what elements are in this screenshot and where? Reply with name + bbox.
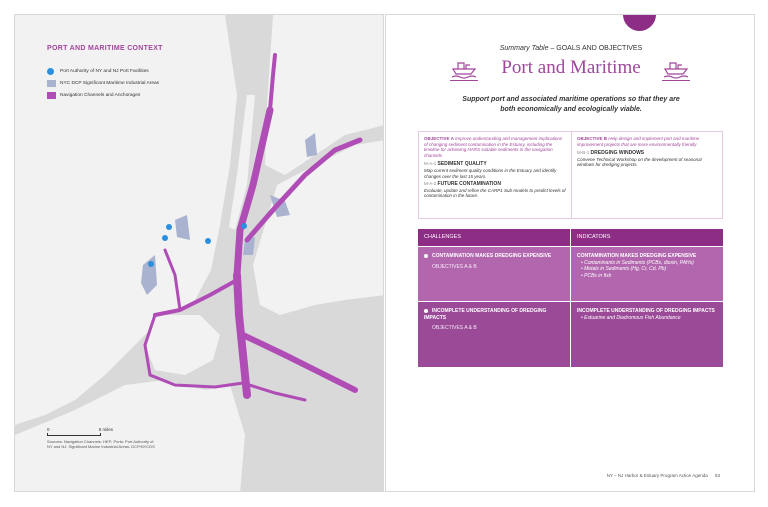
scale-labels	[47, 427, 113, 432]
column-header: CHALLENGES	[418, 229, 570, 246]
port-facility	[162, 235, 168, 241]
staten-island	[145, 315, 220, 375]
indicator-item: • Contaminants in Sediments (PCBs, dioxin, PAHs)	[581, 259, 694, 266]
port-facility	[166, 224, 172, 230]
scale-end: 5 miles	[98, 427, 114, 432]
map-title: PORT AND MARITIME CONTEXT	[47, 45, 163, 52]
indicator-title: INCOMPLETE UNDERSTANDING OF DREDGING IMPACTS	[577, 308, 715, 314]
port-facility	[148, 261, 154, 267]
indicator-item: • Estuarine and Diadromous Fish Abundance	[581, 314, 681, 321]
objectives-box	[418, 131, 723, 219]
challenge-cell	[418, 247, 570, 301]
action-item	[577, 150, 719, 168]
action-title: SEDIMENT QUALITY	[437, 161, 487, 168]
gray-swatch-icon	[47, 80, 56, 87]
action-title: DREDGING WINDOWS	[590, 150, 645, 157]
purple-swatch-icon	[47, 92, 56, 99]
indicator-text: Metals in Sediments (Hg, Cr, Cd, Pb)	[584, 266, 667, 272]
legend-item-channels	[47, 89, 159, 101]
challenge-title: CONTAMINATION MAKES DREDGING EXPENSIVE	[432, 253, 552, 259]
indicator-text: Estuarine and Diadromous Fish Abundance	[584, 314, 681, 321]
title-rule-left	[450, 80, 478, 81]
title-rule-right	[662, 80, 690, 81]
section-tab	[623, 14, 656, 31]
scale-start: 0	[47, 427, 50, 432]
objective-heading: OBJECTIVE A	[424, 136, 454, 141]
legend-label: NYC DCP Significant Maritime Industrial Areas	[60, 80, 160, 86]
challenge-cell	[418, 302, 570, 367]
summary-prefix: Summary Table	[499, 45, 549, 52]
objective-a	[424, 136, 566, 199]
indicator-title: CONTAMINATION MAKES DREDGING EXPENSIVE	[577, 253, 697, 259]
map-page	[14, 14, 384, 492]
action-code: M-A-1	[424, 161, 437, 167]
indicator-item: • Metals in Sediments (Hg, Cr, Cd, Pb)	[581, 266, 667, 272]
bullet-icon	[424, 309, 428, 313]
legend-item-ports	[47, 65, 159, 77]
legend-label: Port Authority of NY and NJ Port Facilities	[60, 68, 149, 74]
page-number: 53	[714, 473, 720, 478]
port-facility	[241, 223, 247, 229]
indicator-item: • PCBs in fish	[581, 272, 612, 279]
action-desc: Convene Technical Workshop on the development of seasonal windows for dredging projects.	[577, 156, 702, 168]
summary-suffix: GOALS AND OBJECTIVES	[556, 45, 643, 52]
action-title: FUTURE CONTAMINATION	[437, 181, 501, 188]
content-page	[385, 14, 755, 492]
objective-desc: Help design and implement port and maritime improvement projects that are more environmentally friendly	[577, 136, 700, 147]
objective-heading: OBJECTIVE B	[577, 136, 608, 141]
action-item	[424, 161, 566, 179]
action-desc: Evaluate, update and refine the CARP1 Sub-models to predict levels of contamination in the future.	[424, 187, 566, 199]
summary-dash: –	[550, 45, 555, 52]
objective-b	[577, 136, 719, 168]
summary-label	[386, 45, 755, 52]
ship-icon	[662, 57, 690, 79]
legend-item-industrial	[47, 77, 159, 89]
challenge-title: INCOMPLETE UNDERSTANDING OF DREDGING IMPACTS	[424, 308, 547, 321]
objective-desc: Improve understanding and management implications of changing sediment contamination in the Estuary, including the timeline for achieving HARS suitable sediments in the navigation channels	[424, 136, 563, 158]
action-code: M-A-2	[424, 181, 437, 187]
scale-bar	[47, 433, 101, 436]
map-source: Sources: Navigation Channels: HEP; Ports: Port Authority of NY and NJ; Significant Marine Industrial Areas: DCP/NYCDS	[47, 439, 155, 449]
page-title: Port and Maritime	[501, 57, 641, 78]
legend-label: Navigation Channels and Anchorages	[60, 92, 141, 98]
page-footer	[607, 473, 720, 478]
indicator-text: Contaminants in Sediments (PCBs, dioxin, PAHs)	[584, 259, 694, 266]
indicator-text: PCBs in fish	[584, 272, 612, 279]
column-header: INDICATORS	[571, 229, 723, 246]
objectives-divider	[571, 132, 572, 218]
action-item	[424, 181, 566, 199]
indicator-cell	[571, 302, 723, 367]
bullet-icon	[424, 254, 428, 258]
challenge-objectives: OBJECTIVES A & B	[432, 325, 477, 331]
mission-statement: Support port and associated maritime operations so that they are both economically and ecologically viable.	[462, 96, 680, 113]
challenges-table	[418, 229, 723, 367]
challenge-objectives: OBJECTIVES A & B	[432, 263, 477, 270]
port-facility	[205, 238, 211, 244]
raritan-channel	[243, 383, 305, 400]
action-desc: Map current sediment quality conditions in the Estuary and identify changes over the last 15 years.	[424, 167, 557, 179]
map-legend	[47, 65, 159, 101]
ambrose-channel	[243, 335, 355, 390]
indicator-cell	[571, 247, 723, 301]
action-code: M-B-1	[577, 150, 590, 156]
footer-text: NY – NJ Harbor & Estuary Program Action Agenda	[606, 473, 708, 478]
blue-dot-icon	[47, 68, 54, 75]
